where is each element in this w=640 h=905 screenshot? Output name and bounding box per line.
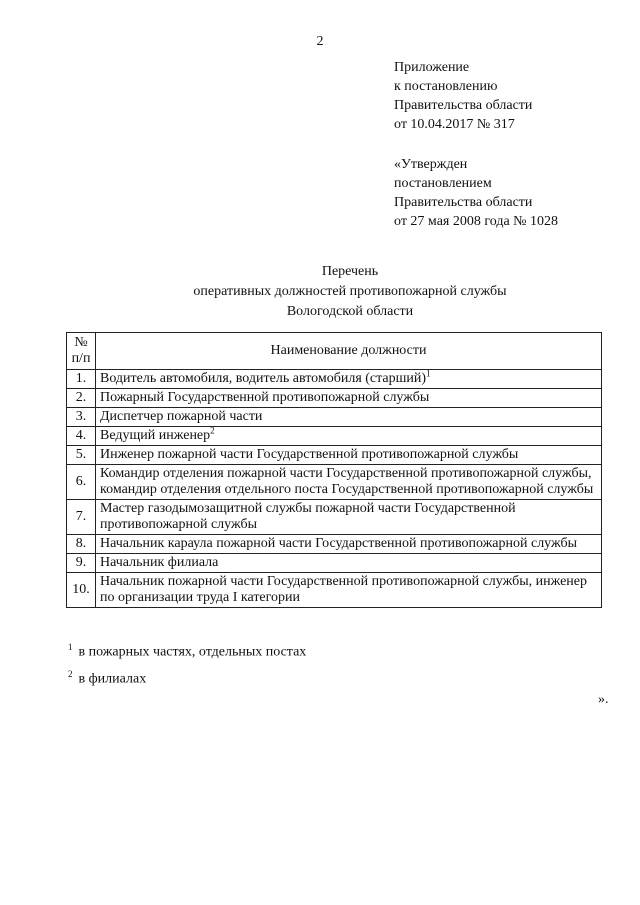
footnote-text: в пожарных частях, отдельных постах [78,644,307,660]
approval-block [394,155,558,231]
position-name: Начальник филиала [100,555,219,570]
position-name: Ведущий инженер [100,428,211,443]
position-name-cell [96,535,602,554]
position-name: Командир отделения пожарной части Государственной противопожарной службы, командир отделения отдельного поста Государственной противопожарной службы [100,466,594,497]
table-header-row [67,333,602,370]
position-name-cell [96,500,602,535]
position-name: Начальник пожарной части Государственной противопожарной службы, инженер по организации труда I категории [100,574,588,605]
positions-table [66,332,602,608]
row-number: 6. [67,465,96,500]
position-name-cell [96,370,602,389]
footnote-ref: 2 [210,425,215,436]
appendix-block [394,58,532,134]
footnote-ref: 1 [426,368,431,379]
table-row [67,554,602,573]
footnote-text: в филиалах [78,671,147,687]
row-number: 8. [67,535,96,554]
row-number: 3. [67,408,96,427]
footnote-mark: 2 [68,669,73,679]
position-name: Мастер газодымозащитной службы пожарной части Государственной противопожарной службы [100,501,516,532]
approval-line: «Утвержден [394,157,468,172]
row-number: 9. [67,554,96,573]
approval-line: постановлением [394,176,492,191]
approval-line: Правительства области [394,195,533,210]
row-number: 7. [67,500,96,535]
table-row [67,408,602,427]
footnote [68,642,306,661]
position-name-cell [96,389,602,408]
approval-line: от 27 мая 2008 года № 1028 [394,214,559,229]
table-row [67,370,602,389]
position-name: Пожарный Государственной противопожарной службы [100,390,430,405]
position-name: Диспетчер пожарной части [100,409,263,424]
appendix-line: Приложение [394,60,470,75]
table-row [67,389,602,408]
row-number: 1. [67,370,96,389]
position-name-cell [96,573,602,608]
position-name-cell [96,446,602,465]
position-name: Начальник караула пожарной части Государственной противопожарной службы [100,536,578,551]
row-number: 2. [67,389,96,408]
closing-quote: ». [598,692,609,707]
title-line: Вологодской области [286,304,414,319]
footnote [68,669,146,688]
appendix-line: от 10.04.2017 № 317 [394,117,515,132]
appendix-line: Правительства области [394,98,533,113]
position-name: Водитель автомобиля, водитель автомобиля (старший) [100,371,427,386]
table-row [67,427,602,446]
table-row [67,465,602,500]
header-number: № п/п [67,333,96,370]
position-name-cell [96,465,602,500]
page-number: 2 [316,34,324,49]
row-number: 5. [67,446,96,465]
table-row [67,500,602,535]
position-name-cell [96,554,602,573]
position-name-cell [96,427,602,446]
footnote-mark: 1 [68,642,73,652]
document-title [0,262,640,322]
table-row [67,446,602,465]
table-row [67,535,602,554]
position-name-cell [96,408,602,427]
row-number: 10. [67,573,96,608]
position-name: Инженер пожарной части Государственной противопожарной службы [100,447,519,462]
header-position-name: Наименование должности [96,333,602,370]
table-row [67,573,602,608]
title-line: оперативных должностей противопожарной службы [193,284,507,299]
appendix-line: к постановлению [394,79,498,94]
title-line: Перечень [321,264,379,279]
row-number: 4. [67,427,96,446]
